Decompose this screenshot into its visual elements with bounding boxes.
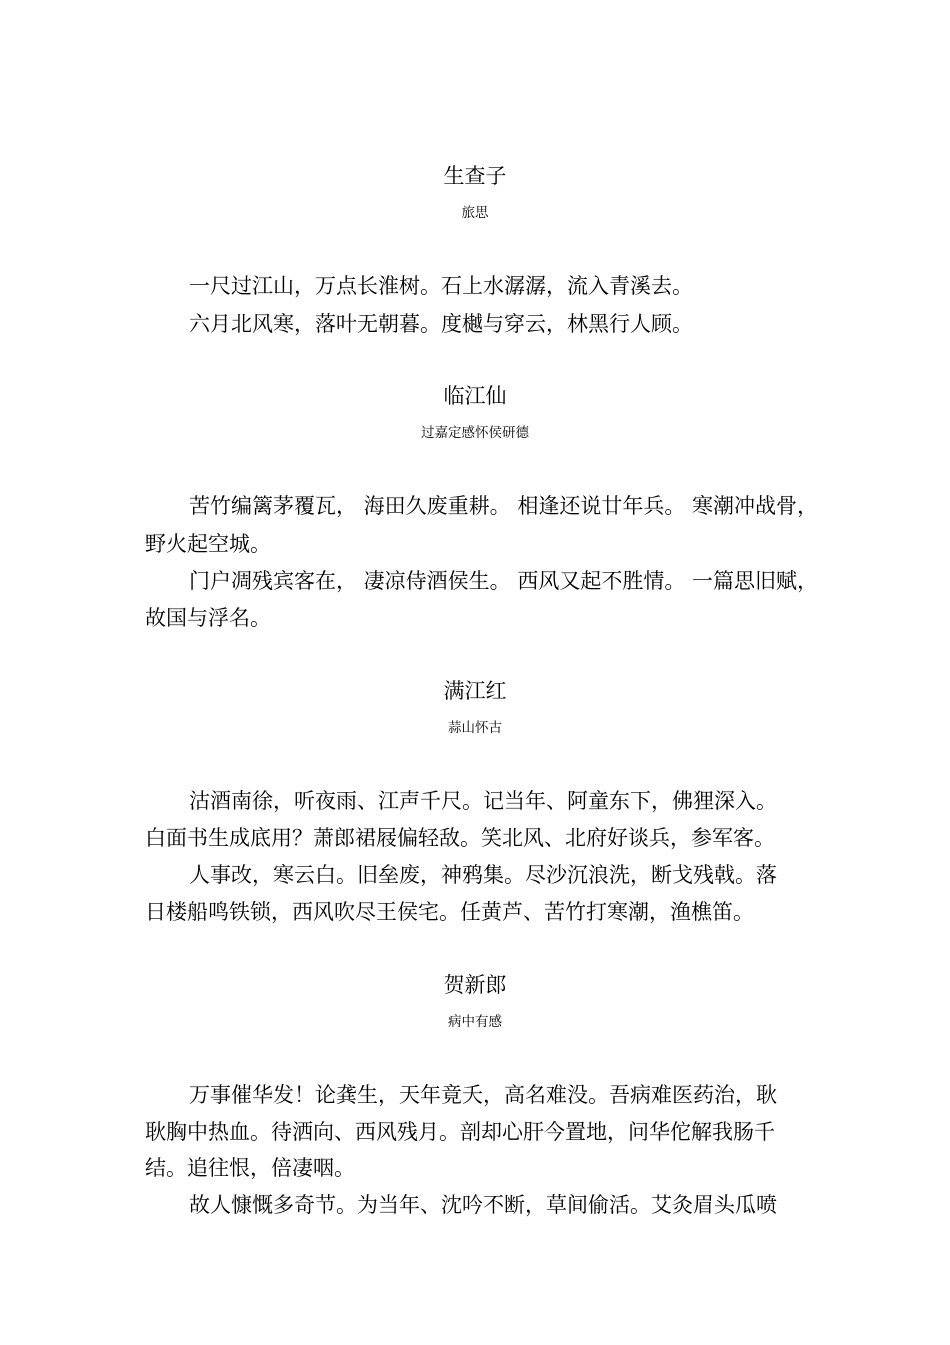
poem-title: 临江仙 [443, 384, 507, 408]
poem-subtitle: 病中有感 [448, 1014, 502, 1030]
poem-subtitle: 蒜山怀古 [448, 720, 502, 736]
poem-line: 人事改，寒云白。旧垒废，神鸦集。尽沙沉浪洗，断戈残戟。落 [189, 863, 777, 887]
poem-subtitle: 过嘉定感怀侯研德 [421, 425, 529, 441]
poem-subtitle: 旅思 [461, 205, 489, 221]
poem-title: 满江红 [443, 679, 507, 703]
poem-line: 野火起空城。 [145, 532, 271, 556]
poem-line: 日楼船鸣铁锁，西风吹尽王侯宅。任黄芦、苦竹打寒潮，渔樵笛。 [145, 900, 754, 924]
poem-title: 贺新郎 [443, 973, 507, 997]
poem-line: 万事催华发！论龚生，天年竟夭，高名难没。吾病难医药治，耿 [189, 1083, 777, 1107]
poem-line: 沽酒南徐，听夜雨、江声千尺。记当年、阿童东下，佛狸深入。 [189, 789, 777, 813]
poem-line: 白面书生成底用？萧郎裙屐偏轻敌。笑北风、北府好谈兵，参军客。 [145, 826, 775, 850]
poem-line: 结。追往恨，倍凄咽。 [145, 1156, 355, 1180]
poem-title: 生查子 [443, 164, 507, 188]
poem-line: 耿胸中热血。待洒向、西风残月。剖却心肝今置地，问华佗解我肠千 [145, 1120, 775, 1144]
poem-line: 一尺过江山，万点长淮树。石上水潺潺，流入青溪去。 [189, 274, 693, 298]
poem-line: 六月北风寒，落叶无朝暮。度樾与穿云，林黑行人顾。 [189, 312, 693, 336]
poem-line: 故国与浮名。 [145, 606, 271, 630]
poem-line: 门户凋残宾客在， 凄凉侍酒侯生。 西风又起不胜情。 一篇思旧赋， [189, 569, 819, 593]
poem-line: 故人慷慨多奇节。为当年、沈吟不断，草间偷活。艾灸眉头瓜喷 [189, 1193, 777, 1217]
poem-line: 苦竹编篱茅覆瓦， 海田久废重耕。 相逢还说廿年兵。 寒潮冲战骨， [189, 494, 819, 518]
